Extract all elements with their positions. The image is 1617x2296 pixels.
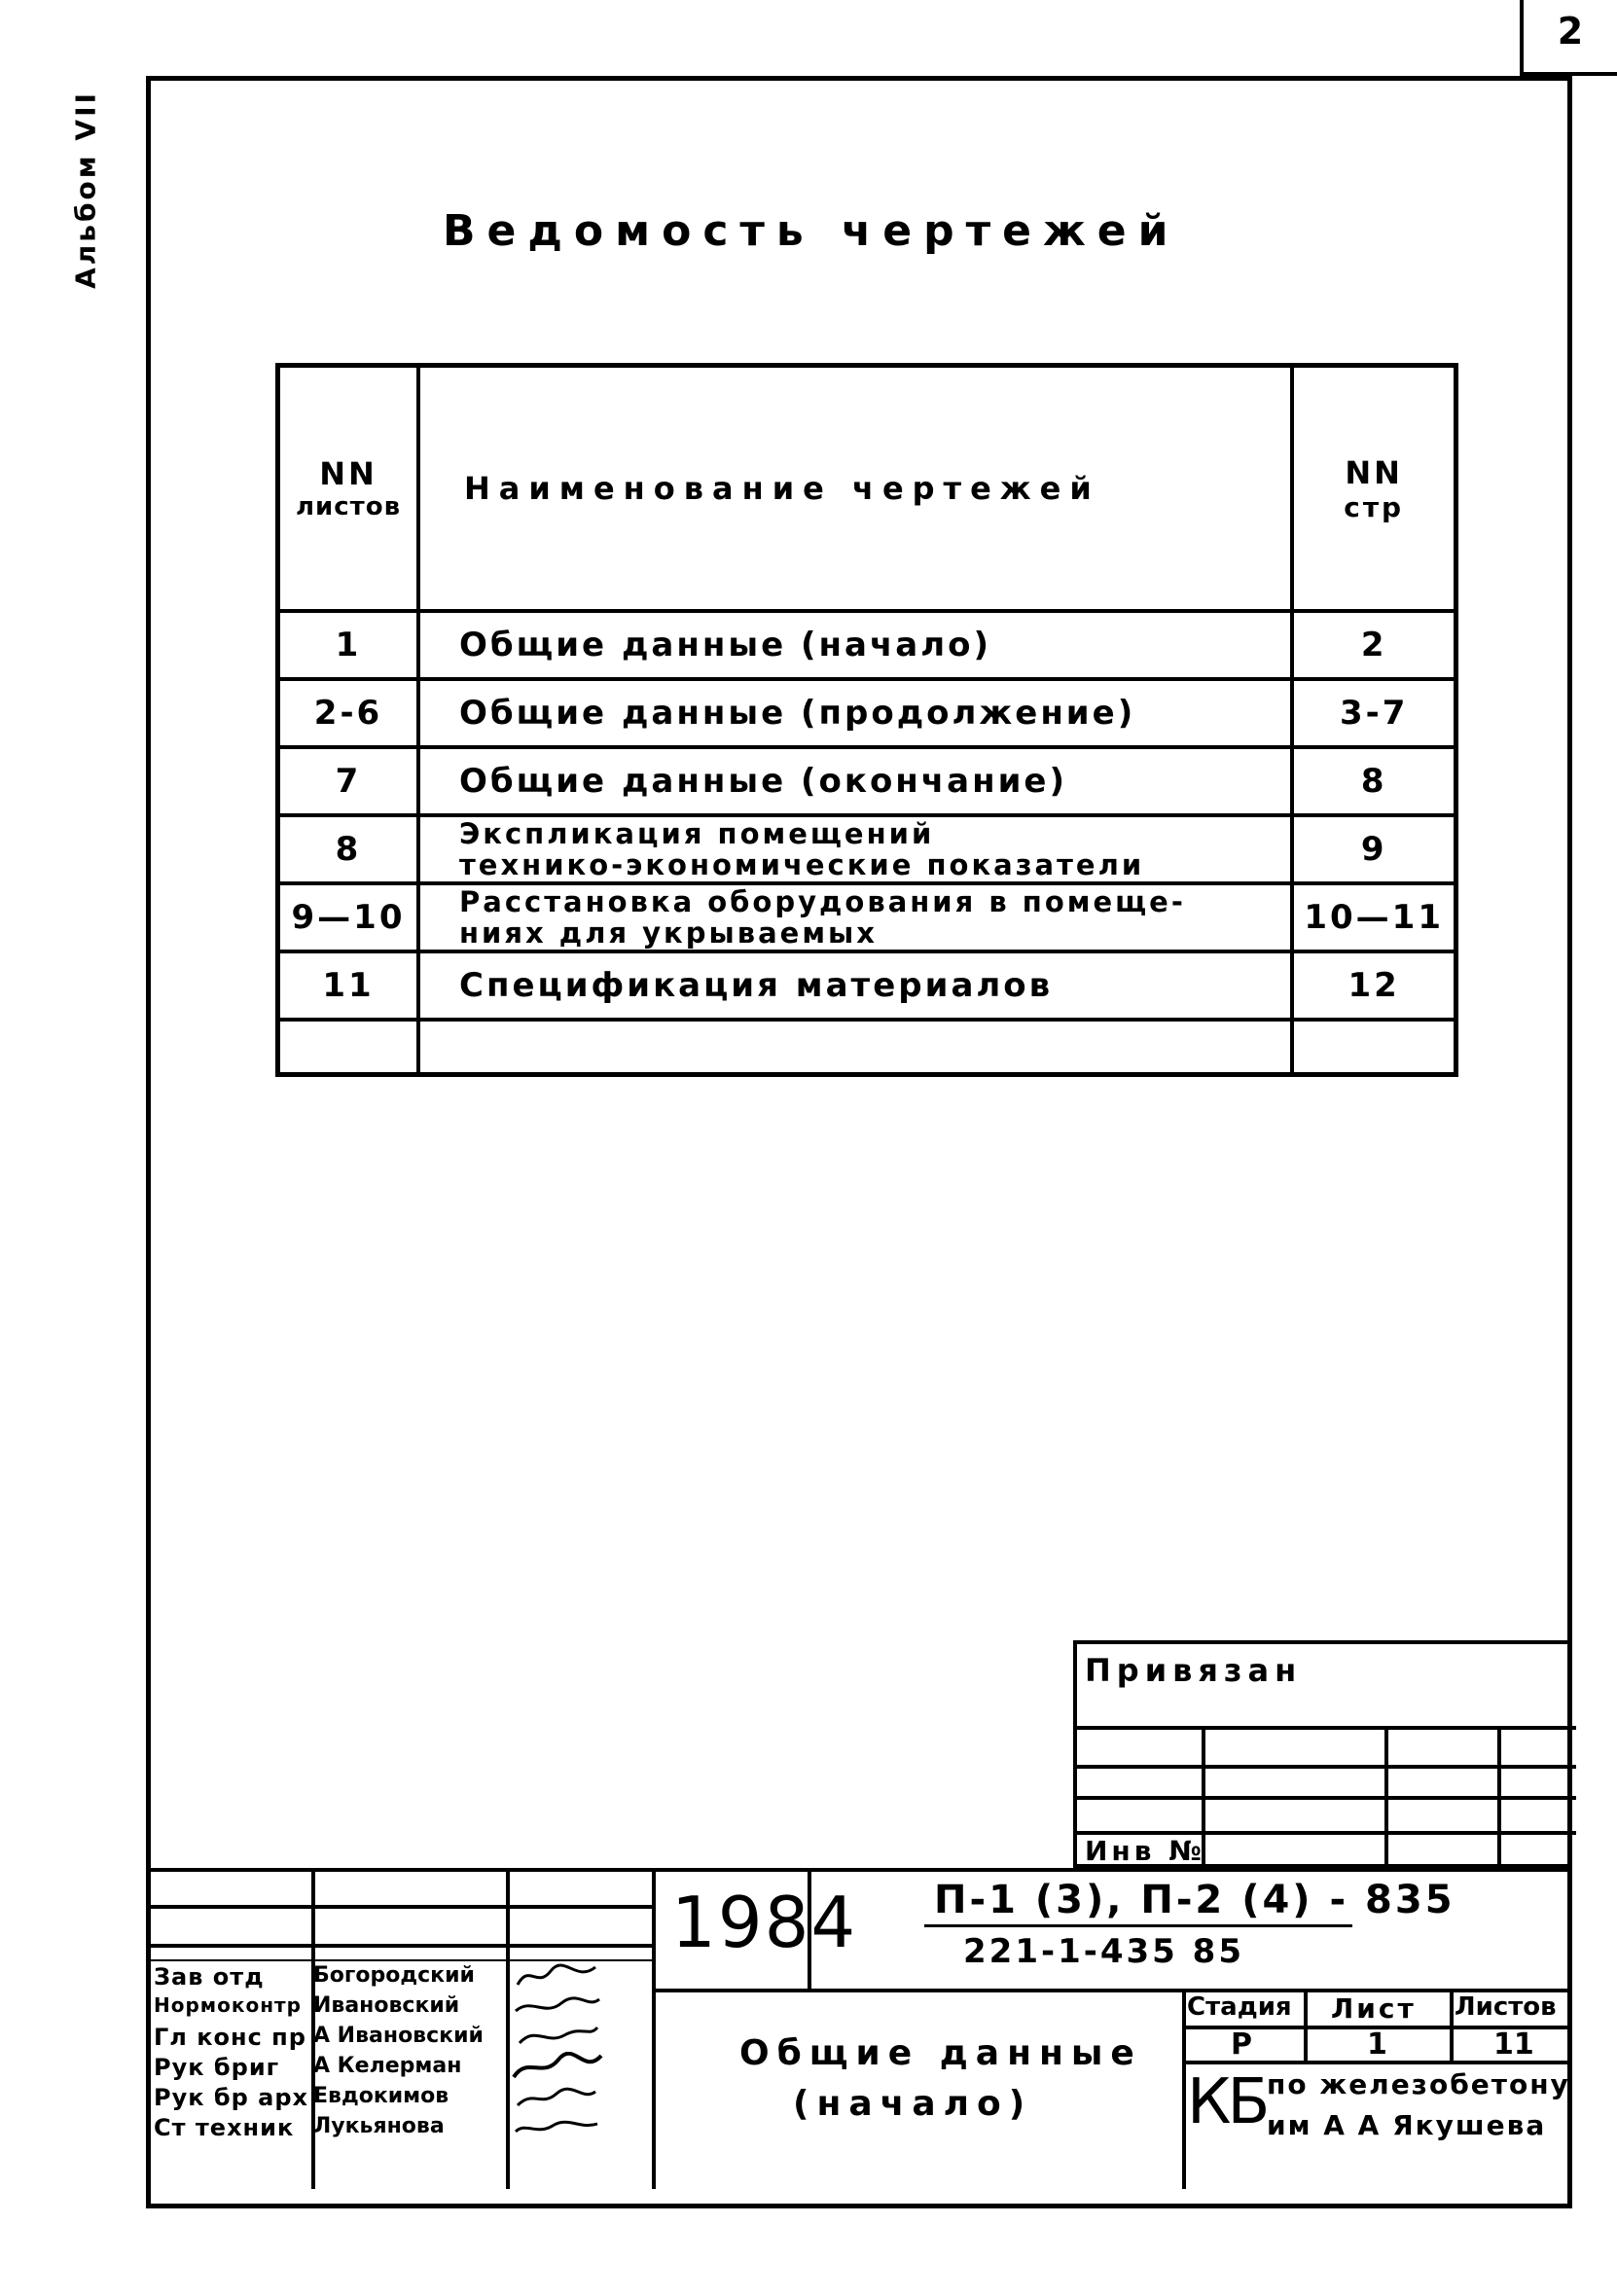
- row-sheets: 9—10: [278, 883, 419, 951]
- row-pages: 9: [1292, 815, 1455, 883]
- table-row-empty: [278, 1020, 1456, 1075]
- staff-name: Ивановский: [313, 1993, 460, 2018]
- sheet-title-line1: Общие данные: [739, 2033, 1142, 2073]
- project-code-underline: [924, 1924, 1352, 1927]
- staff-role: Зав отд: [154, 1963, 265, 1991]
- sheets-label: Листов: [1455, 1992, 1557, 2022]
- row-name: [418, 883, 1292, 951]
- stamp-divider: [146, 1959, 652, 1961]
- staff-name: А Келерман: [313, 2054, 462, 2078]
- album-label-text: Альбом VII: [69, 90, 102, 289]
- staff-row: [146, 2022, 652, 2052]
- sheet-label: Лист: [1331, 1992, 1417, 2025]
- binding-block: [1073, 1640, 1572, 1868]
- staff-role: Рук бр арх: [154, 2084, 309, 2111]
- table-row: [278, 815, 1456, 883]
- empty-cell: [418, 1020, 1292, 1075]
- page-title: Ведомость чертежей: [443, 206, 1180, 256]
- inventory-label: Инв №: [1085, 1835, 1205, 1867]
- row-sheets: 2-6: [278, 679, 419, 747]
- row-name: Общие данные (начало): [418, 611, 1292, 679]
- signature-mark: [508, 2112, 605, 2141]
- stamp-divider: [146, 1944, 652, 1948]
- year: 1984: [671, 1882, 858, 1963]
- signature-mark: [508, 1961, 605, 1991]
- stage-label: Стадия: [1187, 1992, 1292, 2022]
- row-name: Общие данные (окончание): [418, 747, 1292, 815]
- table-row: [278, 679, 1456, 747]
- binding-divider: [1077, 1765, 1576, 1769]
- stamp-divider: [1304, 1989, 1308, 2061]
- header-sheets-line1: NN: [319, 455, 377, 492]
- staff-row: [146, 1961, 652, 1991]
- title-block: [146, 1868, 1572, 2208]
- sheet-title-line2: (начало): [793, 2084, 1033, 2124]
- signature-mark: [508, 2022, 605, 2051]
- project-code: П-1 (3), П-2 (4) - 835: [934, 1878, 1455, 1922]
- signature-mark: [508, 2082, 605, 2111]
- binding-divider: [1384, 1726, 1388, 1872]
- empty-cell: [278, 1020, 419, 1075]
- row-name-line2: ниях для укрываемых: [459, 916, 878, 950]
- org-logo: КБ: [1187, 2066, 1267, 2138]
- stamp-divider: [146, 1868, 1572, 1872]
- header-sheets: [278, 366, 419, 612]
- row-pages: 10—11: [1292, 883, 1455, 951]
- signature-mark: [508, 2052, 605, 2081]
- drawings-table: [275, 363, 1458, 1077]
- staff-row: [146, 1991, 652, 2022]
- header-name: Наименование чертежей: [418, 366, 1292, 612]
- staff-role: Нормоконтр: [154, 1993, 302, 2017]
- sheet-number: 2: [1557, 10, 1584, 53]
- binding-divider: [1497, 1726, 1501, 1872]
- staff-row: [146, 2112, 652, 2142]
- row-sheets: 11: [278, 951, 419, 1020]
- staff-row: [146, 2082, 652, 2112]
- row-sheets: 1: [278, 611, 419, 679]
- empty-cell: [1292, 1020, 1455, 1075]
- row-name-line2: технико-экономические показатели: [459, 848, 1145, 881]
- sheet-value: 1: [1367, 2027, 1387, 2062]
- row-pages: 12: [1292, 951, 1455, 1020]
- sheets-value: 11: [1493, 2027, 1534, 2062]
- staff-name: А Ивановский: [313, 2024, 484, 2048]
- row-name-line1: Расстановка оборудования в помеще-: [459, 885, 1186, 918]
- stamp-divider: [652, 1868, 656, 2189]
- table-row: [278, 883, 1456, 951]
- header-pages-line1: NN: [1345, 453, 1403, 491]
- staff-role: Ст техник: [154, 2114, 295, 2141]
- staff-name: Лукьянова: [313, 2114, 445, 2138]
- signature-mark: [508, 1991, 605, 2021]
- header-sheets-line2: листов: [295, 492, 402, 521]
- binding-divider: [1077, 1796, 1576, 1800]
- binding-divider: [1077, 1726, 1576, 1730]
- staff-row: [146, 2052, 652, 2082]
- row-sheets: 7: [278, 747, 419, 815]
- sheet-number-box: [1520, 0, 1617, 76]
- header-pages-line2: стр: [1344, 490, 1405, 523]
- staff-name: Богородский: [313, 1963, 475, 1988]
- stamp-divider: [1182, 1989, 1186, 2189]
- table-row: [278, 747, 1456, 815]
- row-name: Общие данные (продолжение): [418, 679, 1292, 747]
- stamp-divider: [652, 1989, 1572, 1992]
- album-label: [56, 78, 115, 302]
- table-row: [278, 611, 1456, 679]
- row-pages: 2: [1292, 611, 1455, 679]
- header-pages: [1292, 366, 1455, 612]
- row-pages: 3-7: [1292, 679, 1455, 747]
- staff-role: Рук бриг: [154, 2054, 280, 2081]
- org-name-line1: по железобетону: [1267, 2068, 1570, 2100]
- row-sheets: 8: [278, 815, 419, 883]
- staff-role: Гл конс пр: [154, 2024, 306, 2051]
- stamp-divider: [1450, 1989, 1454, 2061]
- stage-value: Р: [1231, 2027, 1252, 2062]
- table-header-row: [278, 366, 1456, 612]
- stamp-divider: [146, 1905, 652, 1909]
- table-row: [278, 951, 1456, 1020]
- org-name-line2: им А А Якушева: [1267, 2109, 1547, 2141]
- row-pages: 8: [1292, 747, 1455, 815]
- binding-label: Привязан: [1085, 1652, 1303, 1689]
- series-code: 221-1-435 85: [963, 1932, 1244, 1971]
- staff-name: Евдокимов: [313, 2084, 449, 2108]
- row-name: [418, 815, 1292, 883]
- row-name-line1: Экспликация помещений: [459, 817, 935, 850]
- row-name: Спецификация материалов: [418, 951, 1292, 1020]
